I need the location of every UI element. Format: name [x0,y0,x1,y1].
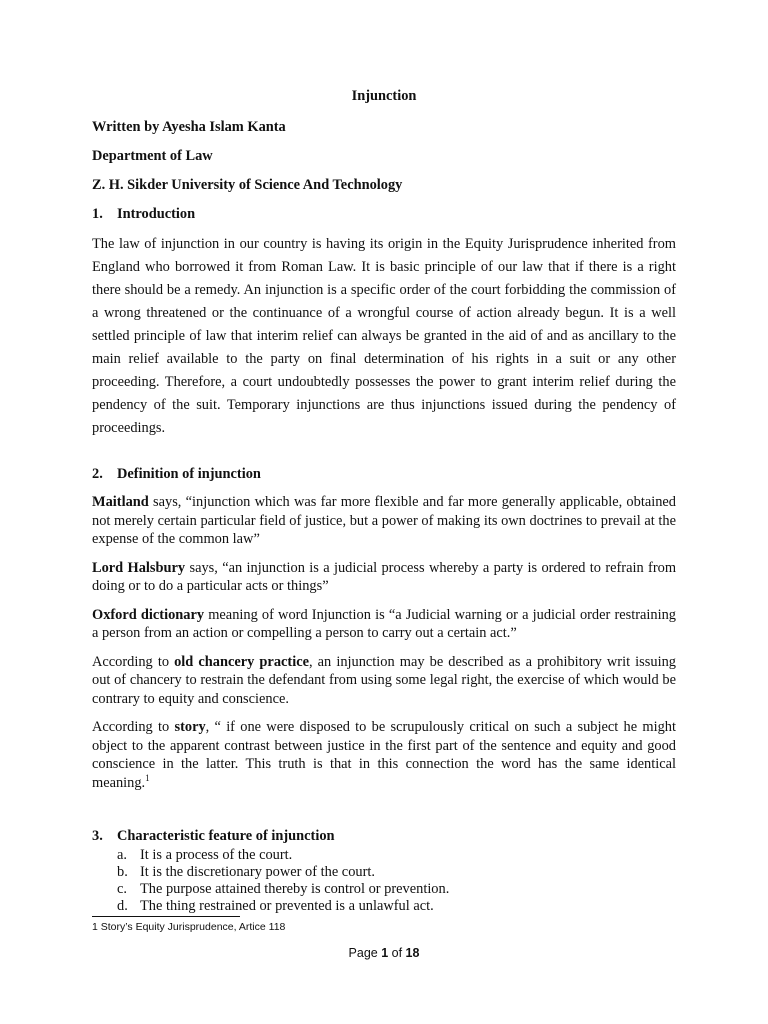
list-item: d. The thing restrained or prevented is a unlawful act. [117,898,434,914]
footnote: 1 Story’s Equity Jurisprudence, Artice 118 [92,921,286,933]
section-heading-definition: 2. Definition of injunction [92,466,261,482]
document-title: Injunction [351,88,417,104]
list-item: a. It is a process of the court. [117,847,293,863]
document-body [92,86,676,915]
footnote-separator [92,916,240,917]
intro-paragraph: The law of injunction in our country is having its origin in the Equity Jurisprudence inherited from England who borrowed it from Roman Law. It is basic principle of our law that if there is a right there should be a remedy. An injunction is a specific order of the court forbidding the commission of a wrong threatened or the continuance of a wrongful course of action already begun. It is a well settled principle of law that interim relief can always be granted in the aid of and as ancillary to the main relief available to the party on final determination of his rights in a suit or any other proceeding. Therefore, a court undoubtedly possesses the power to grant interim relief during the pendency of the suit. Temporary injunctions are thus injunctions issued during the pendency of proceedings. [92,236,676,436]
definition-story: According to story, “ if one were disposed to be scrupulously critical on such a subject he might object to the apparent contrast between justice in the first part of the sentence and equity and good conscience in the latter. This truth is that in this connection the word has the same identical meaning.$^1$ [92,719,676,791]
page-number: Page 1 of 18 [348,946,420,960]
section-heading-introduction: 1. Introduction [92,206,196,222]
university-line: Z. H. Sikder University of Science And Technology [92,177,403,193]
feature-list [92,847,676,915]
department-line: Department of Law [92,148,213,164]
definition-halsbury: Lord Halsbury says, “an injunction is a judicial process whereby a party is ordered to refrain from doing or to do a particular acts or things” [92,559,677,594]
section-heading-characteristics: 3. Characteristic feature of injunction [92,828,335,844]
definition-oxford: Oxford dictionary meaning of word Injunction is “a Judicial warning or a judicial order restraining a person from an action or compelling a person to carry out a certain act.” [92,606,676,641]
definition-chancery: According to old chancery practice, an injunction may be described as a prohibitory writ issuing out of chancery to restrain the defendant from using some legal right, the exercise of which would be contrary to equity and conscience. [92,653,676,707]
author-line: Written by Ayesha Islam Kanta [92,119,286,135]
footnote-reference[interactable]: 1 [145,772,150,783]
list-item: c. The purpose attained thereby is control or prevention. [117,881,450,897]
list-item: b. It is the discretionary power of the court. [117,864,375,880]
definition-maitland: Maitland says, “injunction which was far more flexible and far more generally applicable, obtained not merely certain particular field of justice, but a power of making its own doctrines to prevail at the expense of the common law” [92,494,676,547]
